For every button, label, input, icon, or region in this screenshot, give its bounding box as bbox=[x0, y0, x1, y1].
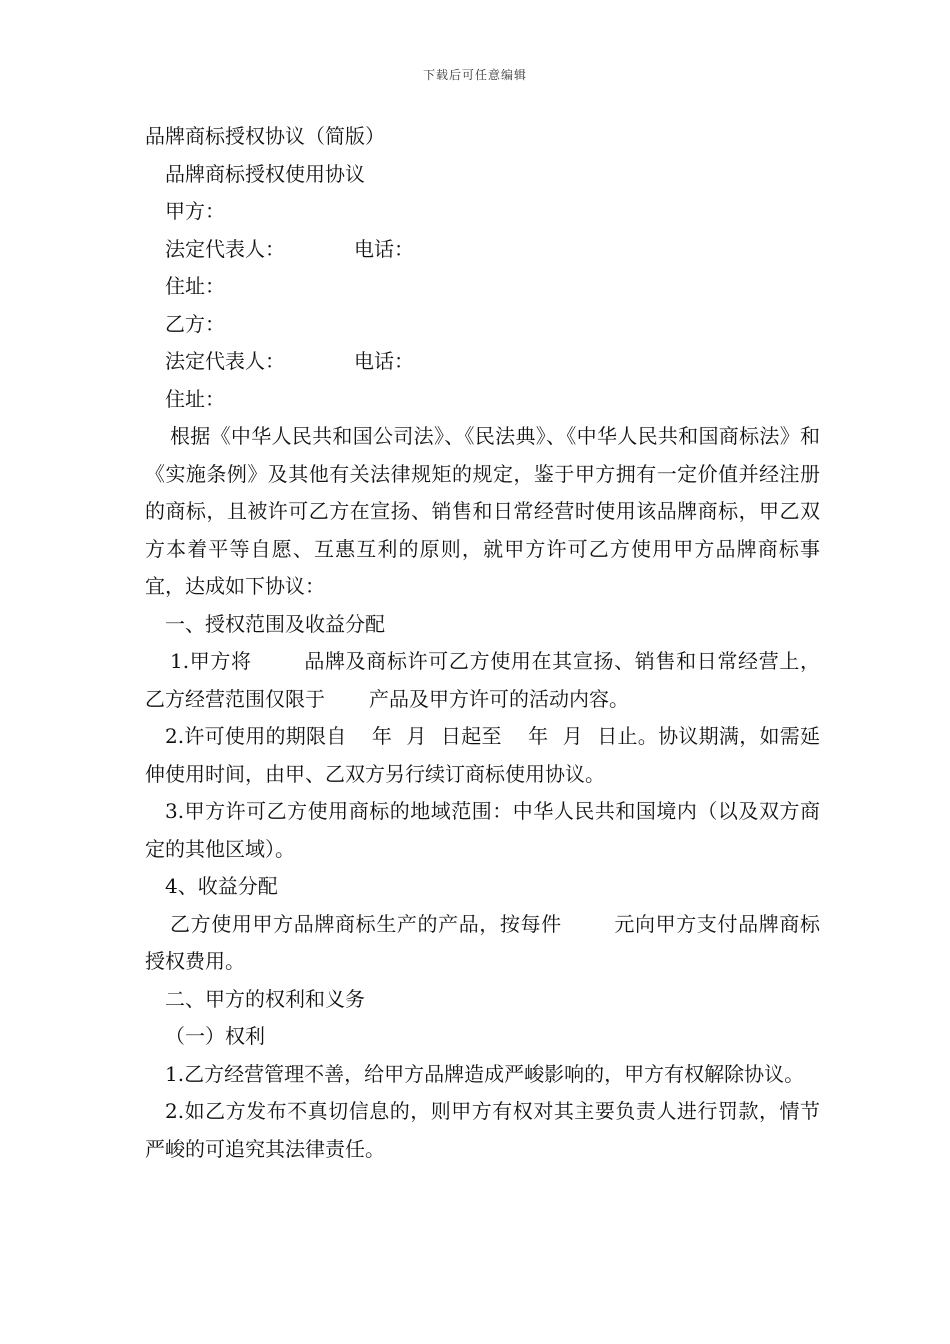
party-a-phone-label: 电话： bbox=[354, 236, 414, 261]
party-a-label: 甲方： bbox=[165, 199, 225, 223]
section1-item4 bbox=[145, 906, 820, 981]
section1-item4-text-a: 乙方使用甲方品牌商标生产的产品，按每件 bbox=[170, 911, 562, 936]
section1-heading: 一、授权范围及收益分配 bbox=[165, 611, 385, 636]
page-header-note: 下载后可任意编辑 bbox=[422, 68, 527, 82]
party-b-address-label: 住址： bbox=[165, 386, 225, 411]
preamble-paragraph: 根据《中华人民共和国公司法》、《民法典》、《中华人民共和国商标法》和《实施条例》及其他有关法律规矩的规定，鉴于甲方拥有一定价值并经注册的商标，且被许可乙方在宣扬、销售和日常经营时使用该品牌商标，甲乙双方本着平等自愿、互惠互利的原则，就甲方许可乙方使用甲方品牌商标事宜，达成如下协议： bbox=[145, 424, 820, 598]
party-b-rep-label: 法定代表人： bbox=[165, 349, 285, 373]
section2-item2: 2.如乙方发布不真切信息的，则甲方有权对其主要负责人进行罚款，情节严峻的可追究其法律责任。 bbox=[145, 1099, 820, 1161]
section2-sub1: （一）权利 bbox=[165, 1024, 265, 1048]
section1-item1 bbox=[145, 643, 820, 718]
party-b-label: 乙方： bbox=[165, 311, 225, 336]
party-b-phone-label: 电话： bbox=[354, 349, 414, 373]
agreement-document bbox=[145, 118, 820, 1168]
section1-item1-text-b: 品牌及商标许可乙方使用在其宣扬、销售和日常经营上，乙方经营范围仅限于 bbox=[145, 649, 821, 711]
party-a-rep-line bbox=[145, 231, 820, 269]
section1-item2 bbox=[145, 718, 820, 793]
party-b-rep-line bbox=[145, 343, 820, 381]
section1-item2-year2: 年 bbox=[527, 724, 549, 748]
section1-item2-month2: 月 bbox=[562, 724, 583, 748]
section1-item1-text-c: 产品及甲方许可的活动内容。 bbox=[369, 686, 629, 711]
section1-item3: 3.甲方许可乙方使用商标的地域范围：中华人民共和国境内（以及双方商定的其他区域）。 bbox=[145, 799, 820, 861]
party-a-rep-label: 法定代表人： bbox=[165, 236, 285, 261]
document-subtitle: 品牌商标授权使用协议 bbox=[165, 161, 365, 186]
section1-item4-text-b: 元向甲方支付品牌商标授权费用。 bbox=[145, 911, 821, 973]
section2-item1: 1.乙方经营管理不善，给甲方品牌造成严峻影响的，甲方有权解除协议。 bbox=[165, 1061, 805, 1086]
section1-item2-year1: 年 bbox=[371, 724, 393, 748]
section1-item2-month1: 月 bbox=[406, 724, 427, 748]
party-a-address-label: 住址： bbox=[165, 274, 225, 298]
document-title: 品牌商标授权协议（简版） bbox=[145, 124, 385, 148]
section1-item2-text-a: 2.许可使用的期限自 bbox=[165, 724, 347, 748]
section1-item1-text-a: 1.甲方将 bbox=[170, 649, 252, 673]
section1-item4-heading: 4、收益分配 bbox=[165, 874, 278, 898]
section1-item2-day1: 日起至 bbox=[440, 724, 502, 748]
section2-heading: 二、甲方的权利和义务 bbox=[165, 986, 365, 1011]
section1-item2-day2: 日止。协议期满，如需延伸使用时间，由甲、乙双方另行续订商标使用协议。 bbox=[145, 724, 821, 786]
